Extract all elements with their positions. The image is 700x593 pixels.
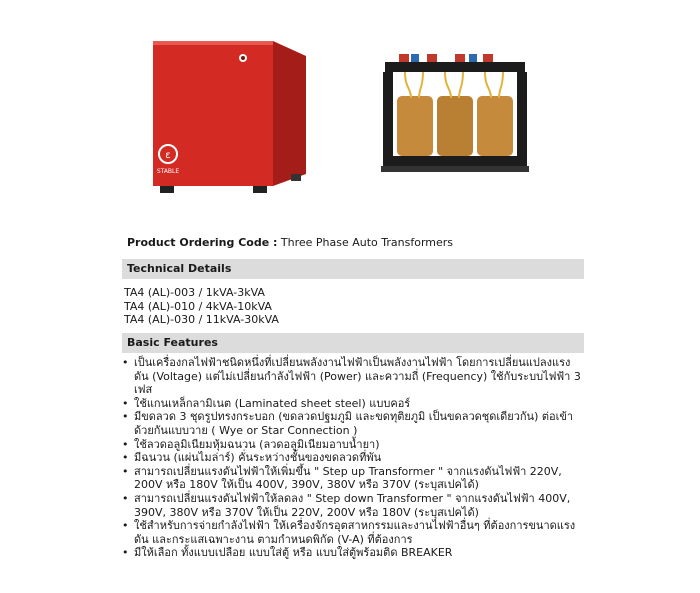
list-item: • สามารถเปลี่ยนแรงดันไฟฟ้าให้ลดลง " Step down Transformer " จากแรงดันไฟฟ้า 400V, 390V, 380V หรือ 370V ให้เป็น 220V, 200V หรือ 180V (ระบุสเปคได้) <box>122 492 584 519</box>
list-item: • มีขดลวด 3 ชุดรูปทรงกระบอก (ขดลวดปฐมภูมิ และขดทุติยภูมิ เป็นขดลวดชุดเดียวกัน) ต่อเข้าด้วยกันแบบวาย ( Wye or Star Connection ) <box>122 410 584 437</box>
list-item: TA4 (AL)-003 / 1kVA-3kVA <box>124 286 265 299</box>
ordering-code-label: Product Ordering Code : <box>127 236 278 249</box>
cabinet-logo-text: STABLE <box>156 168 180 175</box>
technical-details-heading: Technical Details <box>122 259 584 279</box>
technical-details-list <box>124 286 279 327</box>
list-item: • ใช้ลวดอลูมิเนียมหุ้มฉนวน (ลวดอลูมิเนียมอาบน้ำยา) <box>122 438 584 452</box>
list-item: • ใช้แกนเหล็กลามิเนต (Laminated sheet steel) แบบคอร์ <box>122 397 584 411</box>
list-item: • เป็นเครื่องกลไฟฟ้าชนิดหนึ่งที่เปลี่ยนพลังงานไฟฟ้าเป็นพลังงานไฟฟ้า โดยการเปลี่ยนแปลงแรงดัน (Voltage) แต่ไม่เปลี่ยนกำลังไฟฟ้า (Power) และความถี่ (Frequency) ใช้กับระบบไฟฟ้า 3 เฟส <box>122 356 584 397</box>
list-item: • มีให้เลือก ทั้งแบบเปลือย แบบใส่ตู้ หรือ แบบใส่ตู้พร้อมติด BREAKER <box>122 546 584 560</box>
list-item: TA4 (AL)-010 / 4kVA-10kVA <box>124 299 272 313</box>
basic-features-list <box>122 356 584 560</box>
list-item: • มีฉนวน (แผ่นไมล่าร์) คั่นระหว่างชั้นของขดลวดที่พัน <box>122 451 584 465</box>
open-transformer-image <box>375 48 535 188</box>
list-item: • สามารถเปลี่ยนแรงดันไฟฟ้าให้เพิ่มขึ้น " Step up Transformer " จากแรงดันไฟฟ้า 220V, 200V หรือ 180V ให้เป็น 400V, 390V, 380V หรือ 370V (ระบุสเปคได้) <box>122 465 584 492</box>
basic-features-heading: Basic Features <box>122 333 584 353</box>
product-images <box>120 6 585 234</box>
list-item: • ใช้สำหรับการจ่ายกำลังไฟฟ้า ให้เครื่องจักรอุตสาหกรรมและงานไฟฟ้าอื่นๆ ที่ต้องการขนาดแรงดัน และกระแสเฉพาะงาน ตามกำหนดพิกัด (V-A) ที่ต้องการ <box>122 519 584 546</box>
svg-text:ε: ε <box>165 150 171 161</box>
cabinet-transformer-image <box>148 36 308 196</box>
product-ordering-code <box>127 236 587 250</box>
ordering-code-value: Three Phase Auto Transformers <box>280 236 454 249</box>
list-item: TA4 (AL)-030 / 11kVA-30kVA <box>124 313 279 326</box>
